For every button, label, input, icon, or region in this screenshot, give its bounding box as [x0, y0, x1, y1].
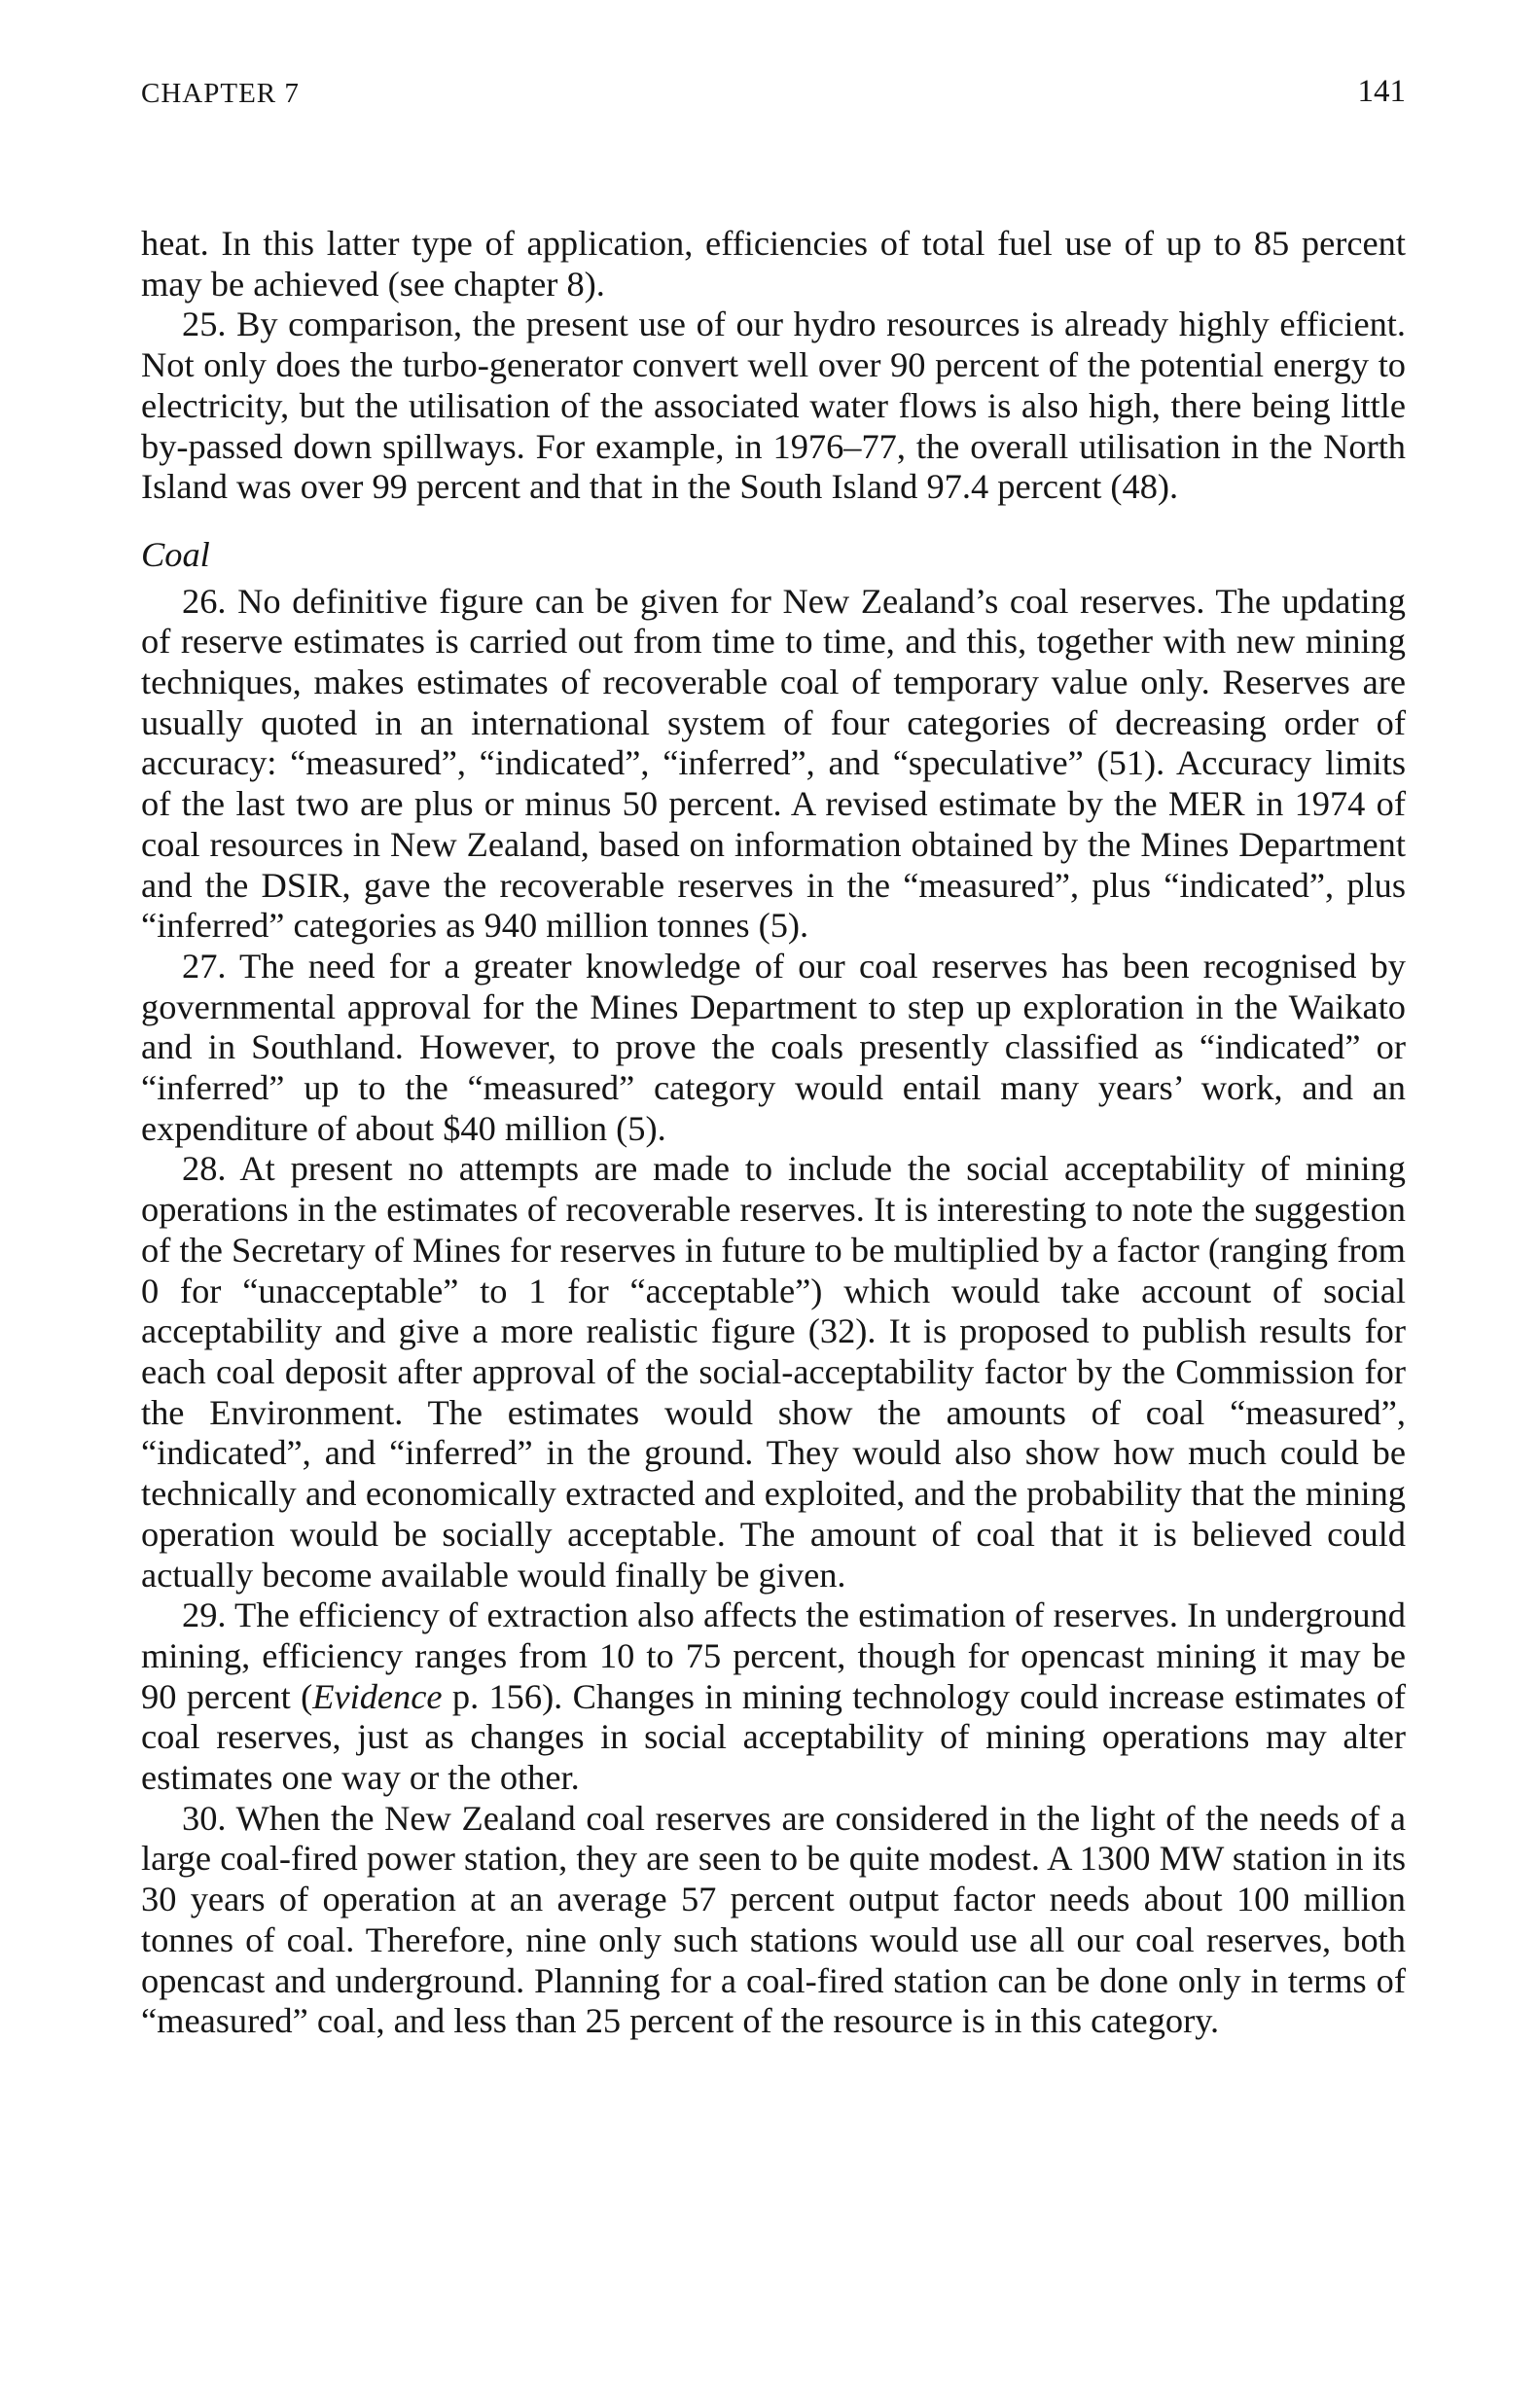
- paragraph-28: 28. At present no attempts are made to include the social acceptability of mining operations in the estimates of recoverable reserves. It is interesting to note the suggestion of the Secretary of Mines for reserves in future to be multiplied by a factor (ranging from 0 for “unacceptable” to 1 for “acceptable”) which would take account of social acceptability and give a more realistic figure (32). It is proposed to publish results for each coal deposit after approval of the social-acceptability factor by the Commission for the Environment. The estimates would show the amounts of coal “measured”, “indicated”, and “inferred” in the ground. They would also show how much could be technically and economically extracted and exploited, and the probability that the mining operation would be socially acceptable. The amount of coal that it is believed could actually become available would finally be given.: [141, 1149, 1406, 1595]
- paragraph-27: 27. The need for a greater knowledge of our coal reserves has been recognised by governmental approval for the Mines Department to step up exploration in the Waikato and in Southland. However, to prove the coals presently classified as “indicated” or “inferred” up to the “measured” category would entail many years’ work, and an expenditure of about $40 million (5).: [141, 946, 1406, 1148]
- chapter-label: CHAPTER 7: [141, 78, 300, 109]
- running-head: [141, 58, 1406, 126]
- continuation-paragraph: heat. In this latter type of application, efficiencies of total fuel use of up to 85 percent may be achieved (see chapter 8).: [141, 224, 1406, 304]
- paragraph-29-text-start: 29. The efficiency of extraction also affects the estimation of reserves. In underground mining, efficiency ranges from 10 to 75 percent, though for opencast mining it may be 90 percent (: [141, 1595, 1406, 1716]
- paragraph-25: 25. By comparison, the present use of our hydro resources is already highly efficient. Not only does the turbo-generator convert well over 90 percent of the potential energy to electricity, but the utilisation of the associated water flows is also high, there being little by-passed down spillways. For example, in 1976–77, the overall utilisation in the North Island was over 99 percent and that in the South Island 97.4 percent (48).: [141, 305, 1406, 507]
- paragraph-29-text-end: p. 156). Changes in mining technology could increase estimates of coal reserves, just as changes in social acceptability of mining operations may alter estimates one way or the other.: [141, 1676, 1406, 1798]
- paragraph-26: 26. No definitive figure can be given for New Zealand’s coal reserves. The updating of reserve estimates is carried out from time to time, and this, together with new mining techniques, makes estimates of recoverable coal of temporary value only. Reserves are usually quoted in an international system of four categories of decreasing order of accuracy: “measured”, “indicated”, “inferred”, and “speculative” (51). Accuracy limits of the last two are plus or minus 50 percent. A revised estimate by the MER in 1974 of coal resources in New Zealand, based on information obtained by the Mines Department and the DSIR, gave the recoverable reserves in the “measured”, plus “indicated”, plus “inferred” categories as 940 million tonnes (5).: [141, 581, 1406, 946]
- body-text: [141, 224, 1406, 2042]
- paragraph-30: 30. When the New Zealand coal reserves are considered in the light of the needs of a large coal-fired power station, they are seen to be quite modest. A 1300 MW station in its 30 years of operation at an average 57 percent output factor needs about 100 million tonnes of coal. Therefore, nine only such stations would use all our coal reserves, both opencast and underground. Planning for a coal-fired station can be done only in terms of “measured” coal, and less than 25 percent of the resource is in this category.: [141, 1798, 1406, 2041]
- document-page: [141, 58, 1406, 2374]
- section-heading-coal: Coal: [141, 534, 210, 574]
- evidence-citation: Evidence: [312, 1676, 443, 1716]
- page-number: 141: [1357, 74, 1406, 109]
- paragraph-29: [141, 1595, 1406, 1799]
